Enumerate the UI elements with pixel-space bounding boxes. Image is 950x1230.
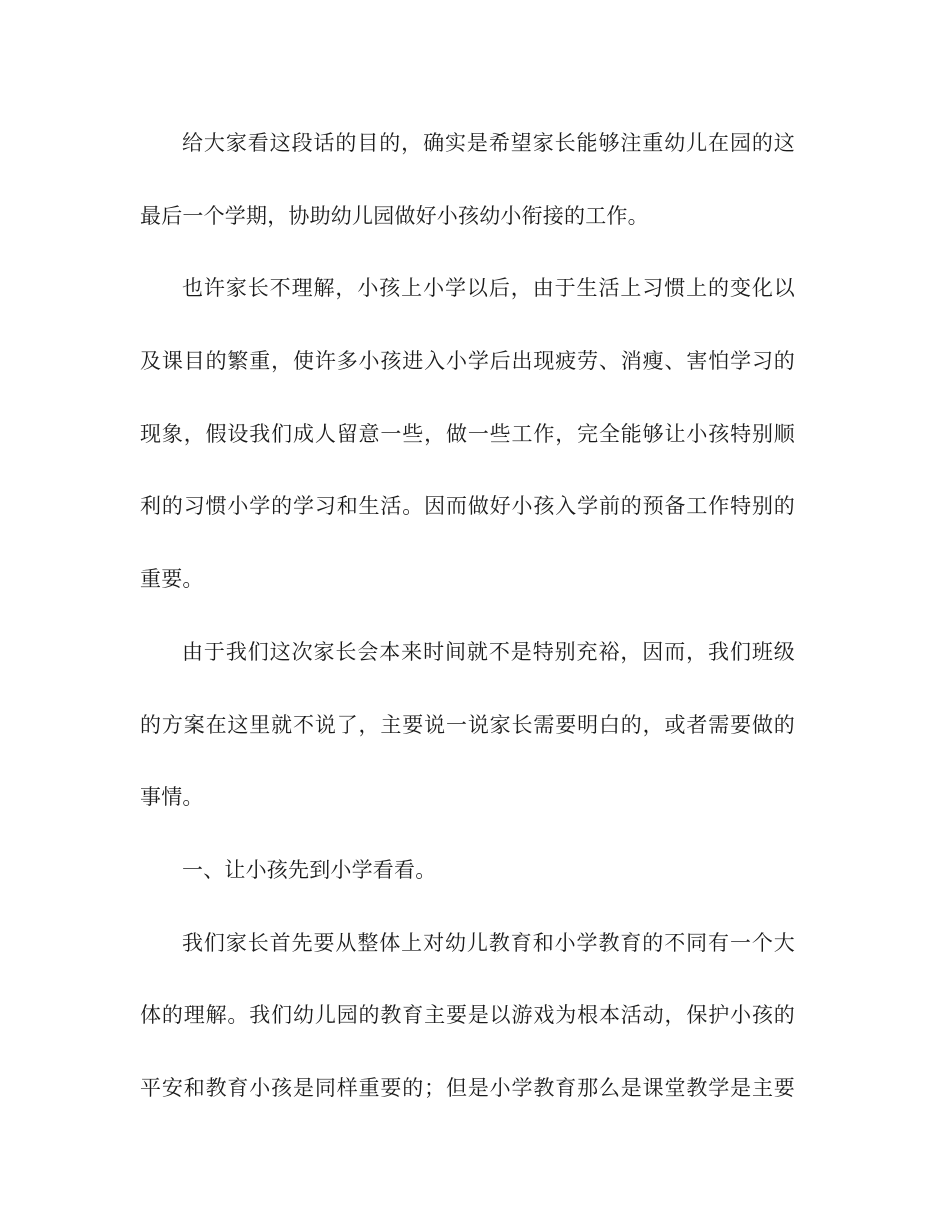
paragraph-2-line-2: 及课目的繁重，使许多小孩进入小学后出现疲劳、消瘦、害怕学习的	[140, 349, 795, 374]
paragraph-2-line-1: 也许家长不理解，小孩上小学以后，由于生活上习惯上的变化以	[182, 276, 795, 301]
paragraph-2-line-4: 利的习惯小学的学习和生活。因而做好小孩入学前的预备工作特别的	[140, 494, 795, 519]
paragraph-2-line-3: 现象，假设我们成人留意一些，做一些工作，完全能够让小孩特别顺	[140, 421, 795, 446]
paragraph-3-line-3: 事情。	[140, 785, 204, 810]
paragraph-3-line-2: 的方案在这里就不说了，主要说一说家长需要明白的，或者需要做的	[140, 712, 795, 737]
section-heading-1: 一、让小孩先到小学看看。	[182, 857, 437, 882]
paragraph-4-line-1: 我们家长首先要从整体上对幼儿教育和小学教育的不同有一个大	[182, 930, 795, 955]
paragraph-2-line-5: 重要。	[140, 567, 204, 592]
paragraph-1-line-2: 最后一个学期，协助幼儿园做好小孩幼小衔接的工作。	[140, 203, 649, 228]
paragraph-4-line-2: 体的理解。我们幼儿园的教育主要是以游戏为根本活动，保护小孩的	[140, 1003, 795, 1028]
paragraph-1-line-1: 给大家看这段话的目的，确实是希望家长能够注重幼儿在园的这	[182, 131, 795, 155]
paragraph-3-line-1: 由于我们这次家长会本来时间就不是特别充裕，因而，我们班级	[182, 639, 795, 664]
document-body	[140, 107, 795, 1125]
paragraph-4-line-3: 平安和教育小孩是同样重要的；但是小学教育那么是课堂教学是主要	[140, 1075, 795, 1100]
